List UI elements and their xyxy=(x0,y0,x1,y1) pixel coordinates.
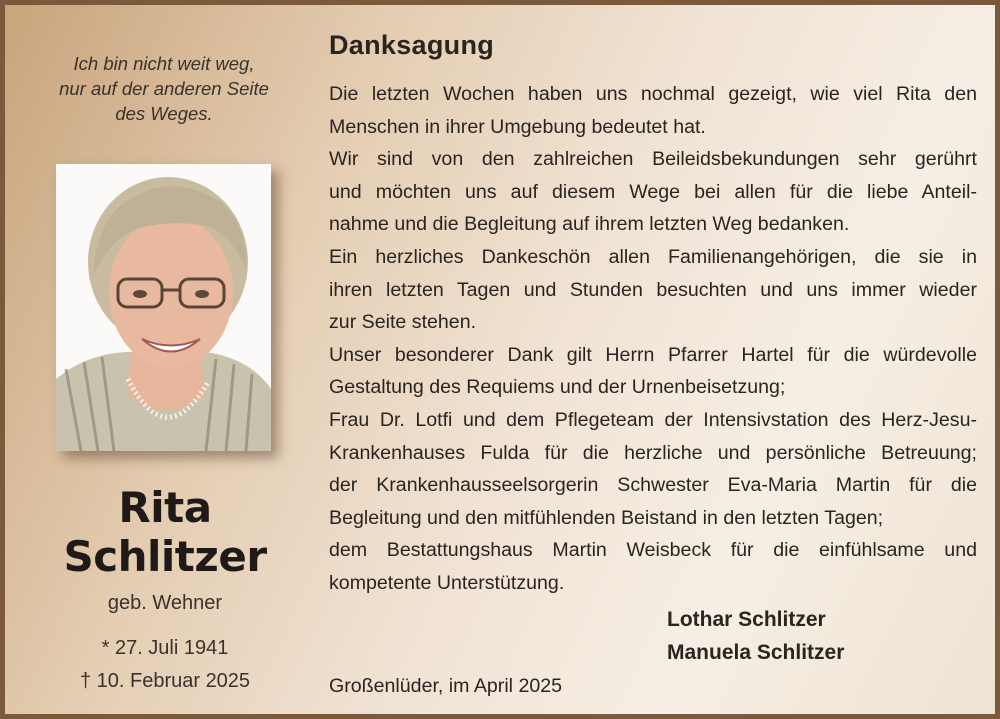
notice-line: nahme und die Begleitung auf ihrem letzten Weg bedanken. xyxy=(329,213,850,236)
notice-line: Frau Dr. Lotfi und dem Pflegeteam der Intensivstation des Herz-Jesu- xyxy=(329,408,977,431)
notice-heading: Danksagung xyxy=(329,30,495,60)
notice-line: Wir sind von den zahlreichen Beileidsbekundungen sehr gerührt xyxy=(329,148,977,171)
notice-line: Begleitung und den mitfühlenden Beistand in den letzten Tagen; xyxy=(329,506,884,529)
portrait-illustration xyxy=(56,164,271,451)
notice-line: und möchten uns auf diesem Wege bei allen für die liebe Anteil- xyxy=(329,180,977,203)
death-date: † 10. Februar 2025 xyxy=(79,670,251,692)
signature-name: Manuela Schlitzer xyxy=(667,641,845,664)
birth-date: * 27. Juli 1941 xyxy=(101,637,229,659)
signatures xyxy=(667,603,844,669)
motto-line: des Weges. xyxy=(115,103,213,124)
motto-line: nur auf der anderen Seite xyxy=(59,78,269,99)
notice-line: Krankenhauses Fulda für die herzliche und persönliche Betreuung; xyxy=(329,441,977,464)
notice-line: zur Seite stehen. xyxy=(329,311,477,334)
motto xyxy=(33,51,295,126)
notice-line: dem Bestattungshaus Martin Weisbeck für die einfühlsame und xyxy=(329,539,977,562)
notice-body xyxy=(329,78,977,600)
portrait-photo xyxy=(56,164,271,451)
notice-line: Die letzten Wochen haben uns nochmal gezeigt, wie viel Rita den xyxy=(329,83,977,105)
place-date: Großenlüder, im April 2025 xyxy=(329,675,563,697)
birth-name: geb. Wehner xyxy=(107,592,223,614)
motto-line: Ich bin nicht weit weg, xyxy=(73,53,255,74)
deceased-name xyxy=(25,483,305,581)
first-name: Rita xyxy=(118,483,212,532)
notice-line: Gestaltung des Requiems und der Urnenbeisetzung; xyxy=(329,376,786,399)
notice-line: ihren letzten Tagen und Stunden besuchten und uns immer wieder xyxy=(329,278,977,301)
notice-line: Menschen in ihrer Umgebung bedeutet hat. xyxy=(329,115,706,138)
notice-line: kompetente Unterstützung. xyxy=(329,571,565,594)
notice-line: Unser besonderer Dank gilt Herrn Pfarrer Hartel für die würdevolle xyxy=(329,343,977,366)
signature-name: Lothar Schlitzer xyxy=(667,608,826,631)
notice-line: der Krankenhausseelsorgerin Schwester Eva-Maria Martin für die xyxy=(329,474,977,497)
last-name: Schlitzer xyxy=(63,532,267,581)
notice-line: Ein herzliches Dankeschön allen Familienangehörigen, die sie in xyxy=(329,245,977,268)
